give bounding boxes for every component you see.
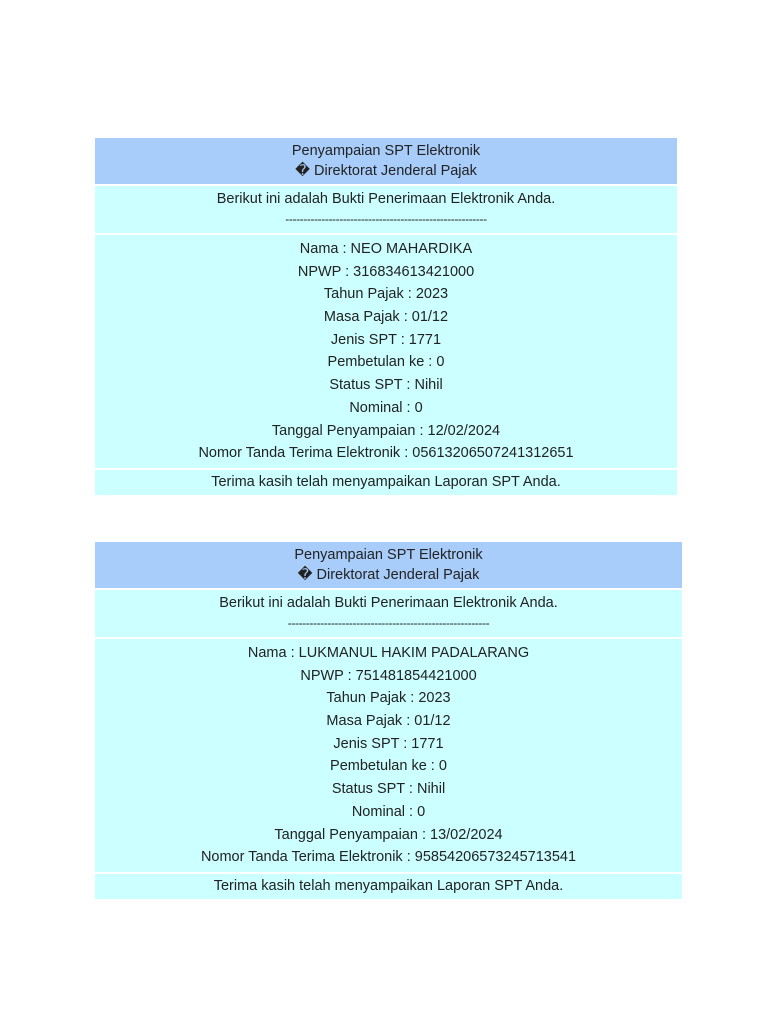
divider-line: -------------------------------------------------------- [285,212,487,226]
header-subtitle: � Direktorat Jenderal Pajak [295,163,477,179]
receipt-details [95,639,682,872]
intro-text: Berikut ini adalah Bukti Penerimaan Elektronik Anda. [219,595,558,611]
header-subtitle: � Direktorat Jenderal Pajak [297,567,480,583]
receipt-footer: Terima kasih telah menyampaikan Laporan SPT Anda. [95,874,682,899]
field-tanggal-penyampaian: Tanggal Penyampaian : 12/02/2024 [271,422,501,439]
field-tahun-pajak: Tahun Pajak : 2023 [323,286,449,303]
header-title: Penyampaian SPT Elektronik [291,143,481,159]
spt-receipt-1 [95,138,677,495]
receipt-details [95,235,677,468]
divider-line: -------------------------------------------------------- [287,616,490,630]
receipt-header [95,542,682,588]
receipt-intro [95,590,682,637]
field-npwp: NPWP : 316834613421000 [297,263,475,280]
field-masa-pajak: Masa Pajak : 01/12 [323,309,449,326]
spt-receipt-2 [95,542,682,899]
field-nomor-tanda-terima: Nomor Tanda Terima Elektronik : 05613206507241312651 [198,445,574,462]
field-jenis-spt: Jenis SPT : 1771 [330,331,442,348]
field-nama: Nama : LUKMANUL HAKIM PADALARANG [247,645,530,661]
intro-text: Berikut ini adalah Bukti Penerimaan Elektronik Anda. [216,191,556,207]
field-tanggal-penyampaian: Tanggal Penyampaian : 13/02/2024 [274,826,503,843]
field-nomor-tanda-terima: Nomor Tanda Terima Elektronik : 95854206573245713541 [200,849,577,866]
field-masa-pajak: Masa Pajak : 01/12 [326,713,451,730]
receipt-footer: Terima kasih telah menyampaikan Laporan SPT Anda. [95,470,677,495]
field-status-spt: Status SPT : Nihil [329,377,443,394]
field-pembetulan: Pembetulan ke : 0 [327,354,445,371]
header-title: Penyampaian SPT Elektronik [294,547,483,563]
field-nominal: Nominal : 0 [351,803,426,820]
receipt-intro [95,186,677,233]
receipt-header [95,138,677,184]
field-nominal: Nominal : 0 [349,399,423,416]
field-status-spt: Status SPT : Nihil [331,781,446,798]
field-jenis-spt: Jenis SPT : 1771 [333,735,444,752]
field-npwp: NPWP : 751481854421000 [300,667,477,684]
field-tahun-pajak: Tahun Pajak : 2023 [326,690,451,707]
field-nama: Nama : NEO MAHARDIKA [299,241,473,257]
field-pembetulan: Pembetulan ke : 0 [330,758,447,775]
